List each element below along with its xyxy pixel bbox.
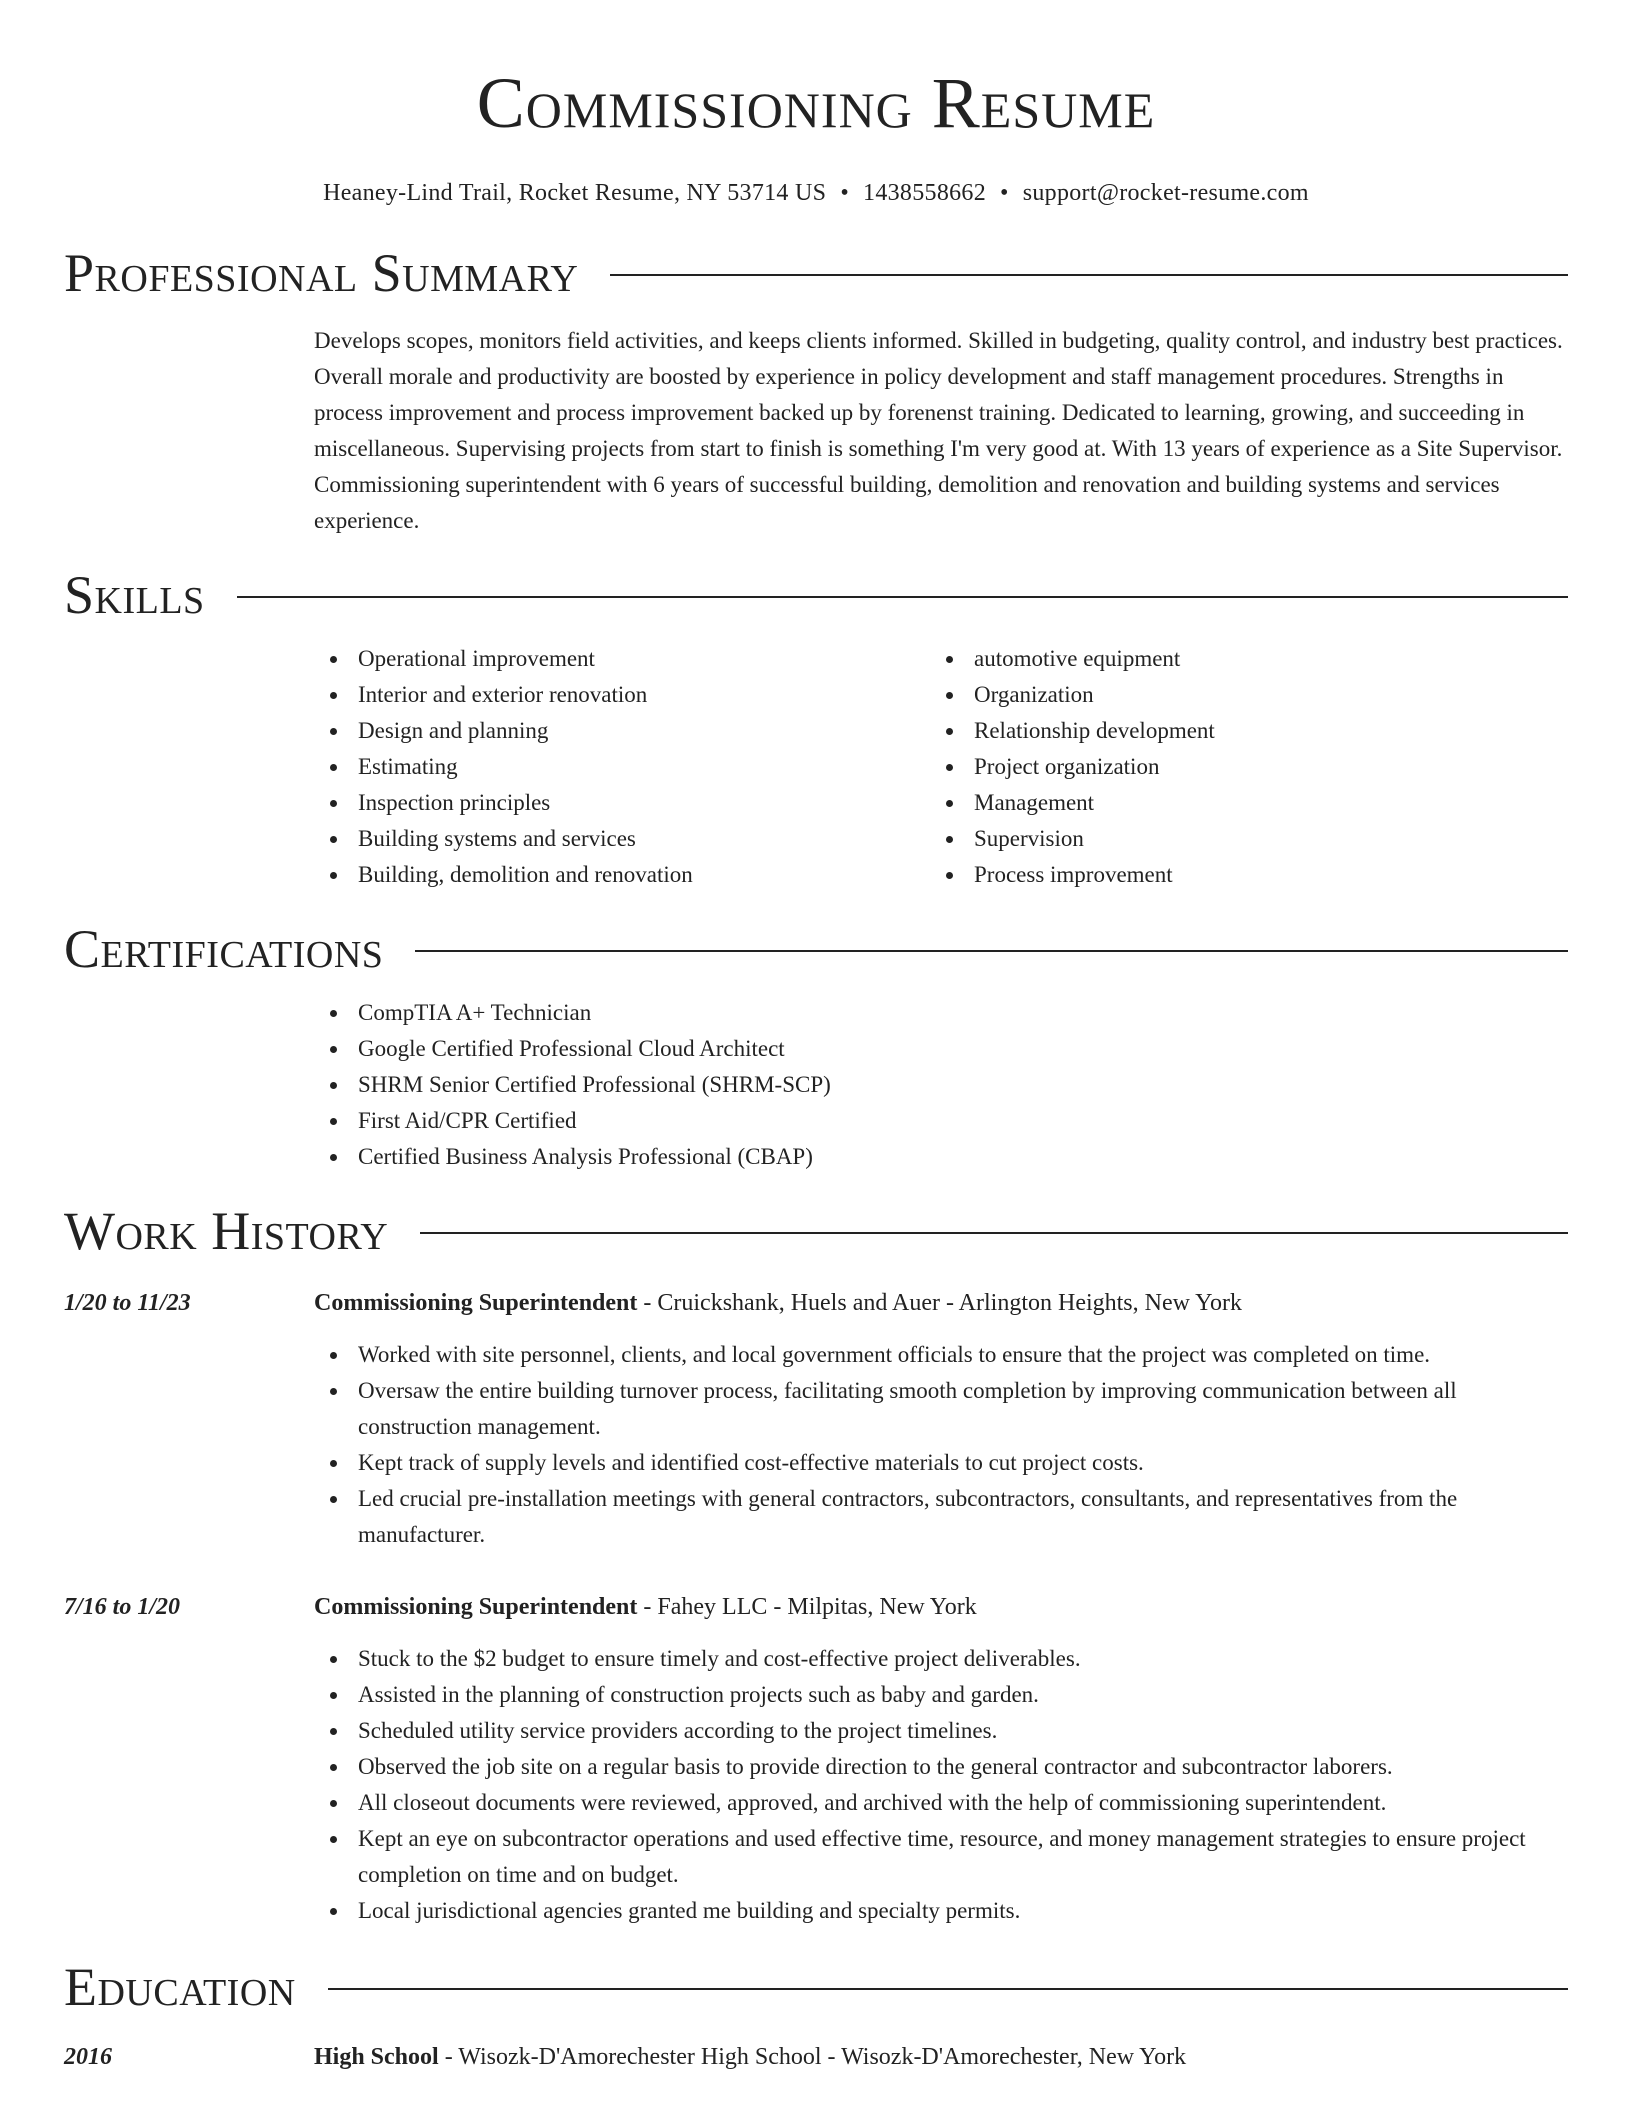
list-item: Process improvement [930, 857, 1546, 893]
section-divider [237, 596, 1568, 598]
list-item: Kept track of supply levels and identified cost-effective materials to cut project costs. [314, 1445, 1568, 1481]
list-item: Management [930, 785, 1546, 821]
skills-heading: Skills [64, 565, 205, 625]
job-entry [64, 1285, 1568, 1553]
list-item: All closeout documents were reviewed, approved, and archived with the help of commissioning superintendent. [314, 1785, 1568, 1821]
summary-section-header [64, 243, 1568, 303]
list-item: Observed the job site on a regular basis to provide direction to the general contractor and subcontractor laborers. [314, 1749, 1568, 1785]
summary-text: Develops scopes, monitors field activities, and keeps clients informed. Skilled in budgeting, quality control, and industry best practices. Overall morale and productivity are boosted by experience in policy development and staff management procedures. Strengths in process improvement and process improvement backed up by forenenst training. Dedicated to learning, growing, and succeeding in miscellaneous. Supervising projects from start to finish is something I'm very good at. With 13 years of experience as a Site Supervisor. Commissioning superintendent with 6 years of successful building, demolition and renovation and building systems and services experience. [314, 328, 1563, 533]
resume-title: Commissioning Resume [476, 63, 1156, 143]
job-title-line [314, 1589, 1568, 1625]
education-heading: Education [64, 1957, 296, 2017]
job-entry [64, 1589, 1568, 1929]
contact-separator: • [1000, 180, 1009, 206]
skills-grid [314, 641, 1568, 893]
list-item: Organization [930, 677, 1546, 713]
job-role: Commissioning Superintendent [314, 1290, 638, 1316]
list-item: CompTIA A+ Technician [314, 995, 1568, 1031]
skills-section-header [64, 565, 1568, 625]
list-item: Relationship development [930, 713, 1546, 749]
list-item: Scheduled utility service providers according to the project timelines. [314, 1713, 1568, 1749]
job-company: - Cruickshank, Huels and Auer - Arlington Heights, New York [637, 1290, 1242, 1316]
education-entry [64, 2039, 1568, 2075]
work-heading: Work History [64, 1201, 389, 1261]
list-item: Led crucial pre-installation meetings with general contractors, subcontractors, consultants, and representatives from the manufacturer. [314, 1481, 1568, 1553]
job-company: - Fahey LLC - Milpitas, New York [637, 1594, 977, 1620]
job-title-line [314, 1285, 1568, 1321]
list-item: Oversaw the entire building turnover process, facilitating smooth completion by improving communication between all construction management. [314, 1373, 1568, 1445]
list-item: Operational improvement [314, 641, 930, 677]
job-bullets [314, 1337, 1568, 1553]
education-year: 2016 [64, 2044, 112, 2070]
education-line [314, 2039, 1568, 2075]
education-school: - Wisozk-D'Amorechester High School - Wisozk-D'Amorechester, New York [438, 2044, 1187, 2070]
list-item: SHRM Senior Certified Professional (SHRM-SCP) [314, 1067, 1568, 1103]
job-role: Commissioning Superintendent [314, 1594, 638, 1620]
resume-page [64, 0, 1568, 2075]
certifications-heading: Certifications [64, 919, 384, 979]
list-item: Kept an eye on subcontractor operations and used effective time, resource, and money management strategies to ensure project completion on time and on budget. [314, 1821, 1568, 1893]
section-divider [328, 1988, 1568, 1990]
list-item: Interior and exterior renovation [314, 677, 930, 713]
skills-left-list [314, 641, 930, 893]
list-item: First Aid/CPR Certified [314, 1103, 1568, 1139]
contact-line [64, 180, 1568, 207]
list-item: Google Certified Professional Cloud Architect [314, 1031, 1568, 1067]
list-item: Project organization [930, 749, 1546, 785]
contact-address: Heaney-Lind Trail, Rocket Resume, NY 53714 US [323, 180, 827, 206]
list-item: Certified Business Analysis Professional (CBAP) [314, 1139, 1568, 1175]
job-dates: 1/20 to 11/23 [64, 1290, 191, 1316]
list-item: Local jurisdictional agencies granted me building and specialty permits. [314, 1893, 1568, 1929]
list-item: Building, demolition and renovation [314, 857, 930, 893]
list-item: Supervision [930, 821, 1546, 857]
contact-phone: 1438558662 [863, 180, 987, 206]
job-main [314, 1589, 1568, 1929]
list-item: Inspection principles [314, 785, 930, 821]
list-item: Building systems and services [314, 821, 930, 857]
list-item: Estimating [314, 749, 930, 785]
list-item: automotive equipment [930, 641, 1546, 677]
education-degree: High School [314, 2044, 439, 2070]
job-main [314, 1285, 1568, 1553]
section-divider [610, 274, 1568, 276]
list-item: Assisted in the planning of construction projects such as baby and garden. [314, 1677, 1568, 1713]
contact-separator: • [840, 180, 850, 206]
work-section-header [64, 1201, 1568, 1261]
list-item: Worked with site personnel, clients, and local government officials to ensure that the project was completed on time. [314, 1337, 1568, 1373]
certifications-section-header [64, 919, 1568, 979]
job-bullets [314, 1641, 1568, 1929]
skills-right-list [930, 641, 1546, 893]
education-section-header [64, 1957, 1568, 2017]
section-divider [420, 1232, 1568, 1234]
section-divider [415, 950, 1568, 952]
list-item: Stuck to the $2 budget to ensure timely and cost-effective project deliverables. [314, 1641, 1568, 1677]
list-item: Design and planning [314, 713, 930, 749]
education-main [314, 2039, 1568, 2075]
certifications-block [314, 995, 1568, 1175]
contact-email: support@rocket-resume.com [1022, 180, 1309, 206]
certifications-list [314, 995, 1568, 1175]
job-dates: 7/16 to 1/20 [64, 1594, 181, 1620]
summary-heading: Professional Summary [64, 243, 579, 303]
